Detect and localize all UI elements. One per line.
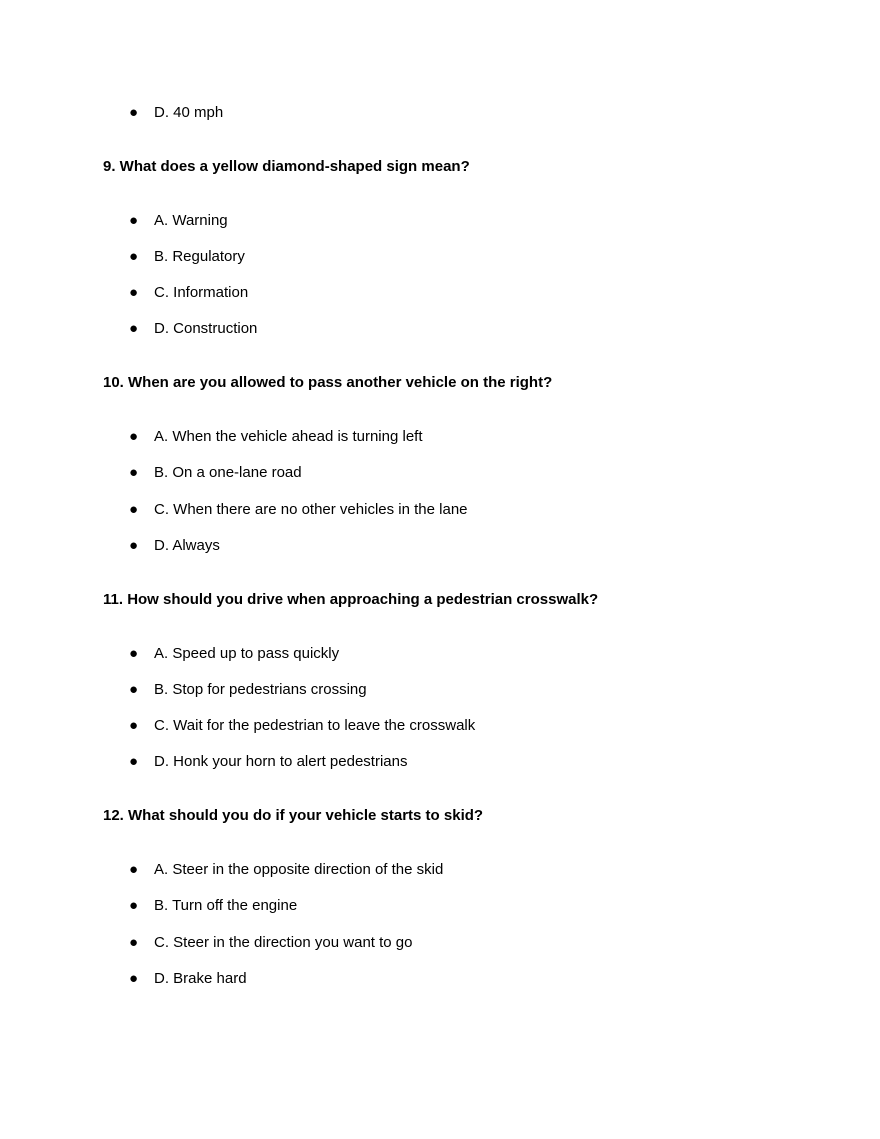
option-text: B. Regulatory [154,248,245,265]
bullet-icon: ● [129,501,139,518]
option-text: C. Steer in the direction you want to go [154,934,413,951]
bullet-icon: ● [129,970,139,987]
bullet-icon: ● [129,645,139,662]
bullet-icon: ● [129,897,139,914]
bullet-icon: ● [129,464,139,481]
option-text: A. Warning [154,212,228,229]
bullet-icon: ● [129,861,139,878]
option-text: A. Steer in the opposite direction of the skid [154,861,444,878]
option-text: B. Turn off the engine [154,897,298,914]
option-text: B. On a one-lane road [154,464,302,481]
bullet-icon: ● [129,248,139,265]
question-title: 10. When are you allowed to pass another vehicle on the right? [103,374,553,391]
bullet-icon: ● [129,320,139,337]
option-text: A. When the vehicle ahead is turning left [154,428,423,445]
option-text: D. Honk your horn to alert pedestrians [154,753,408,770]
option-text: D. Always [154,537,220,554]
option-text: C. Wait for the pedestrian to leave the crosswalk [154,717,476,734]
question-title: 11. How should you drive when approaching a pedestrian crosswalk? [103,591,599,608]
question-title: 12. What should you do if your vehicle starts to skid? [103,807,484,824]
question-title: 9. What does a yellow diamond-shaped sign mean? [103,158,470,175]
option-text: B. Stop for pedestrians crossing [154,681,367,698]
bullet-icon: ● [129,284,139,301]
bullet-icon: ● [129,428,139,445]
option-text: C. Information [154,284,249,301]
bullet-icon: ● [129,212,139,229]
bullet-icon: ● [129,537,139,554]
bullet-icon: ● [129,753,139,770]
option-text: D. Brake hard [154,970,247,987]
option-text: D. 40 mph [154,104,224,121]
option-text: A. Speed up to pass quickly [154,645,340,662]
option-text: C. When there are no other vehicles in the lane [154,501,468,518]
bullet-icon: ● [129,681,139,698]
option-text: D. Construction [154,320,258,337]
bullet-icon: ● [129,934,139,951]
bullet-icon: ● [129,717,139,734]
bullet-icon: ● [129,104,139,121]
